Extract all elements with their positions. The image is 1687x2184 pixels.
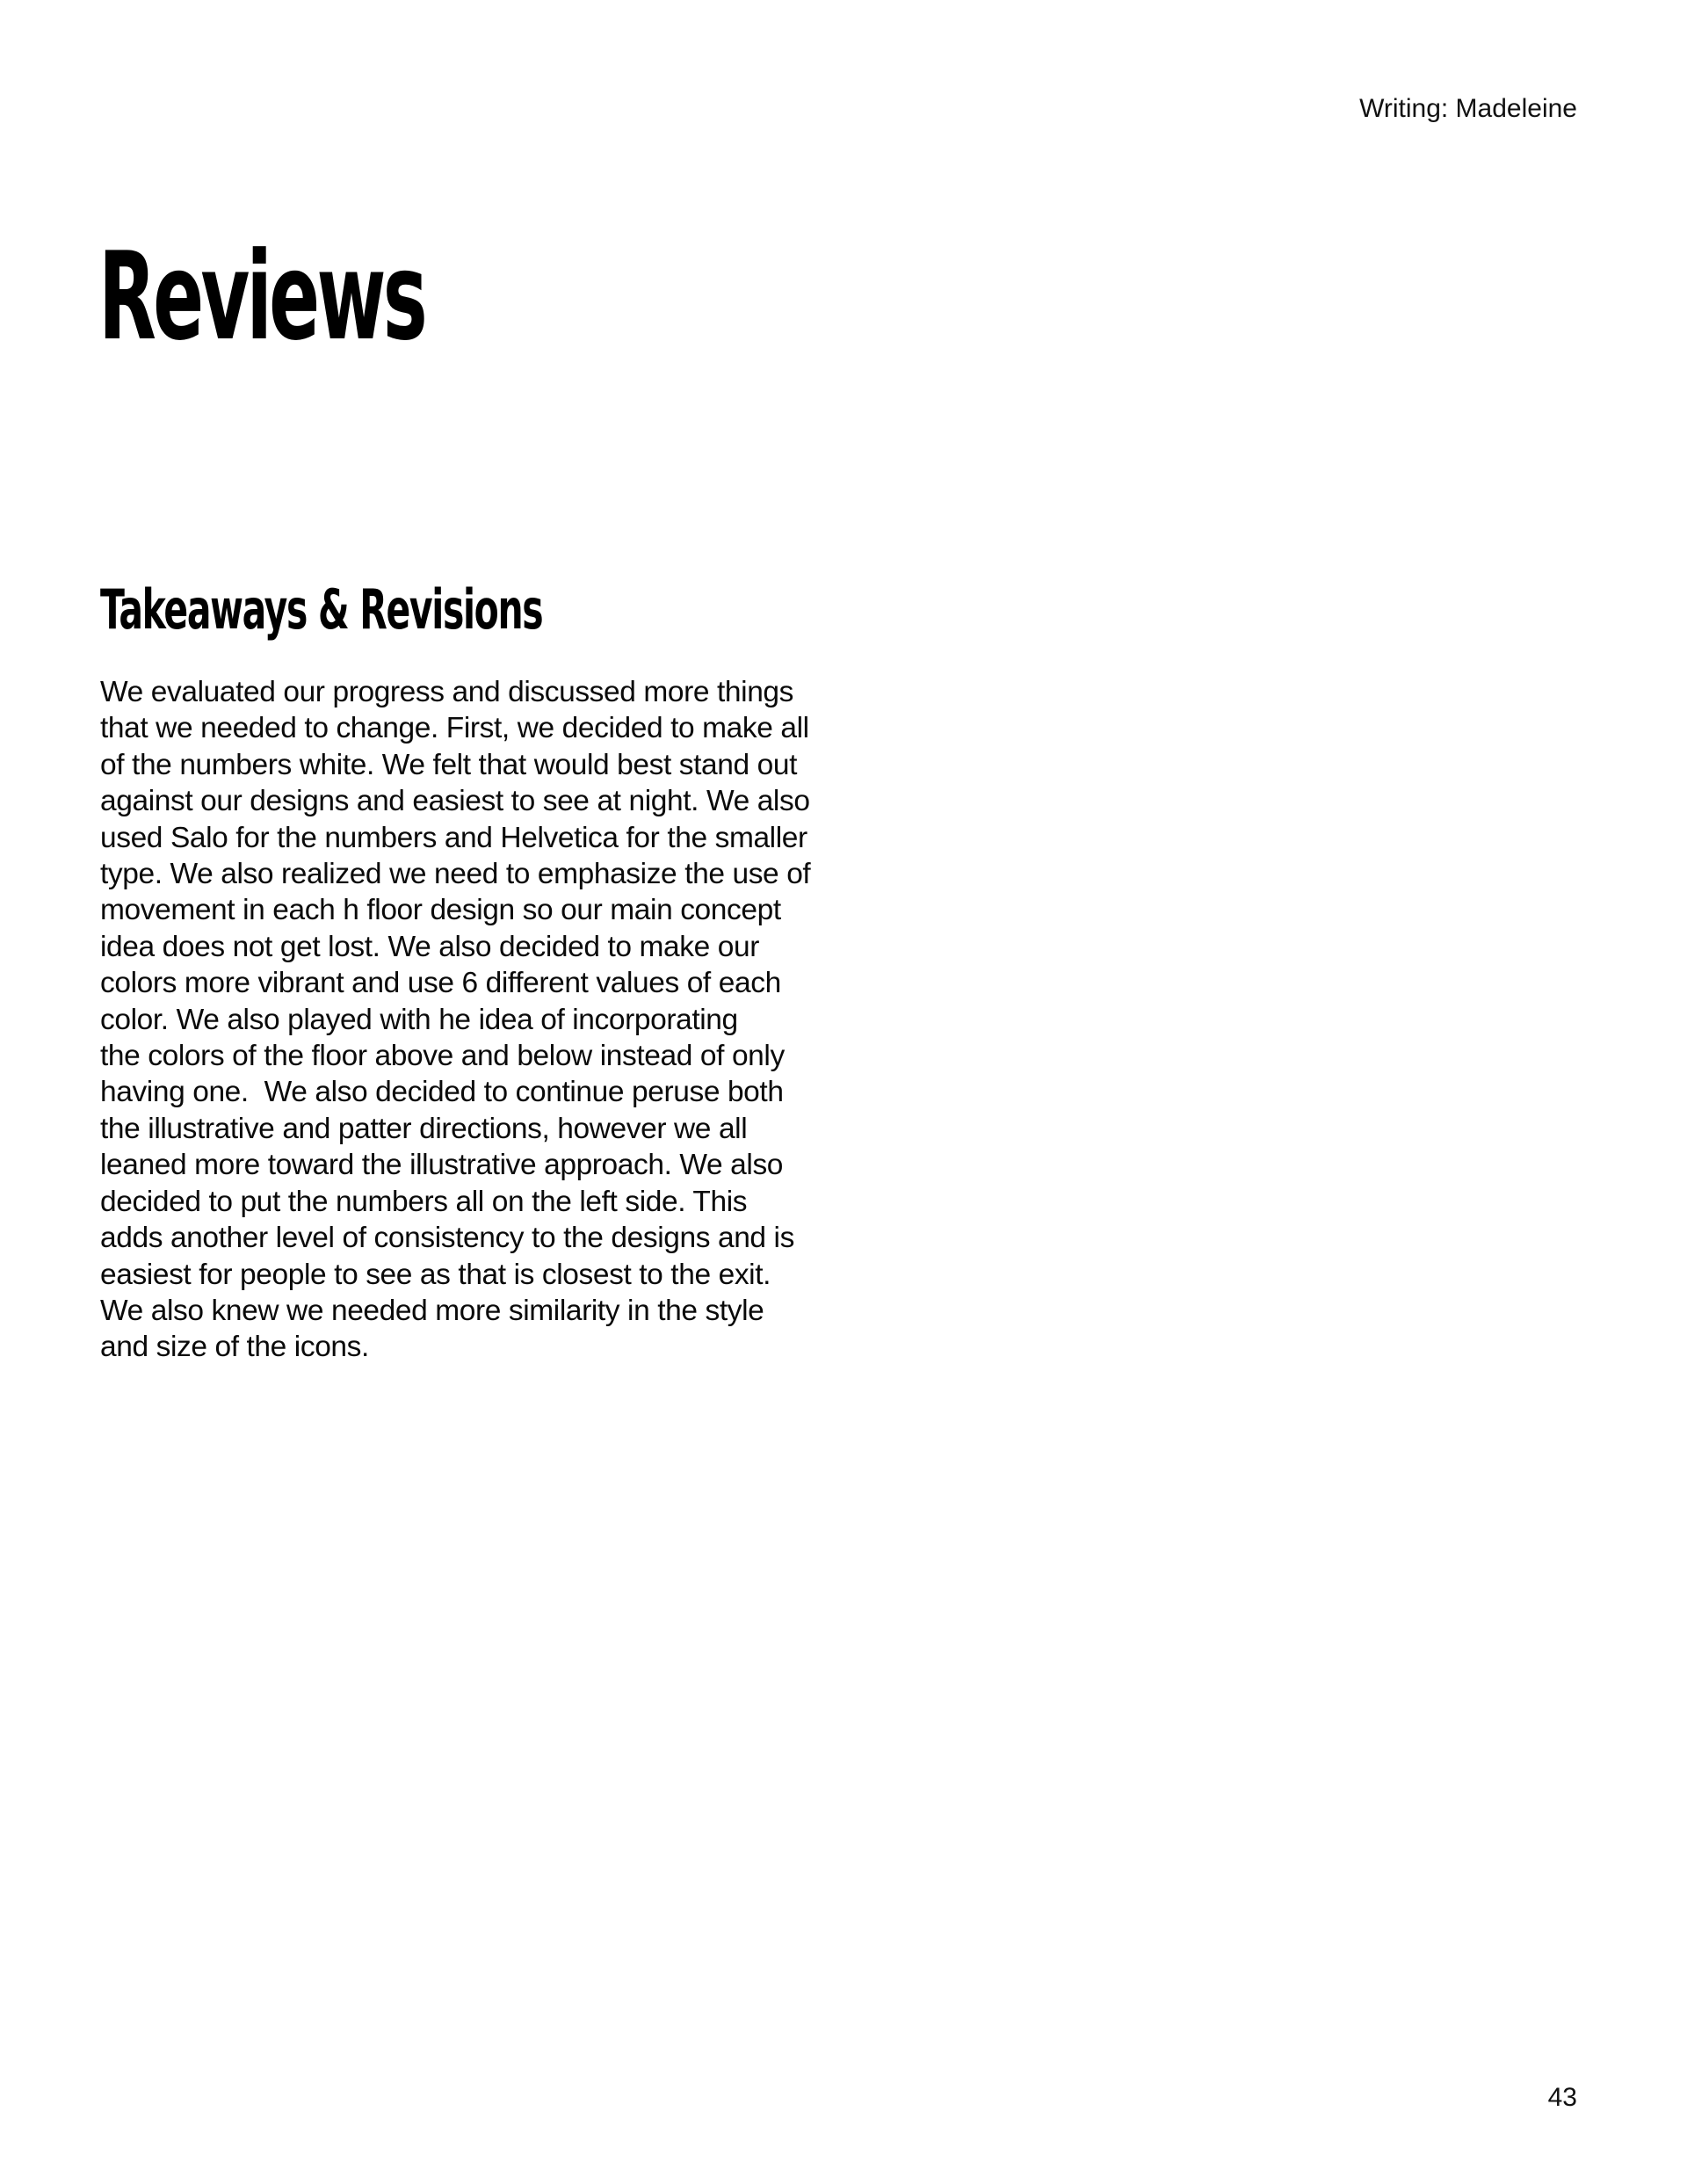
body-line: type. We also realized we need to emphasize the use of (100, 858, 811, 891)
body-line: idea does not get lost. We also decided to make our (100, 930, 759, 963)
body-line: having one. We also decided to continue peruse both (100, 1076, 784, 1109)
body-line: color. We also played with he idea of incorporating (100, 1003, 738, 1036)
page-title: Reviews (98, 226, 424, 367)
body-line: movement in each h floor design so our main concept (100, 894, 781, 927)
body-line: colors more vibrant and use 6 different values of each (100, 967, 781, 1000)
body-line: adds another level of consistency to the designs and is (100, 1222, 794, 1255)
body-line: leaned more toward the illustrative approach. We also (100, 1149, 784, 1182)
body-line: of the numbers white. We felt that would best stand out (100, 748, 798, 781)
body-line: We also knew we needed more similarity in the style (100, 1294, 764, 1327)
body-line: easiest for people to see as that is closest to the exit. (100, 1258, 771, 1291)
body-line: that we needed to change. First, we decided to make all (100, 712, 809, 745)
body-line: the colors of the floor above and below instead of only (100, 1040, 785, 1073)
section-heading: Takeaways & Revisions (100, 577, 543, 642)
body-line: used Salo for the numbers and Helvetica for the smaller (100, 821, 807, 854)
body-line: We evaluated our progress and discussed more things (100, 676, 794, 708)
page-number: 43 (1547, 2083, 1577, 2112)
body-line: the illustrative and patter directions, however we all (100, 1112, 748, 1145)
body-line: decided to put the numbers all on the left side. This (100, 1185, 748, 1218)
body-line: and size of the icons. (100, 1331, 369, 1364)
body-line: against our designs and easiest to see at night. We also (100, 785, 810, 818)
body-paragraph (100, 674, 856, 1366)
author-byline: Writing: Madeleine (1359, 94, 1577, 123)
